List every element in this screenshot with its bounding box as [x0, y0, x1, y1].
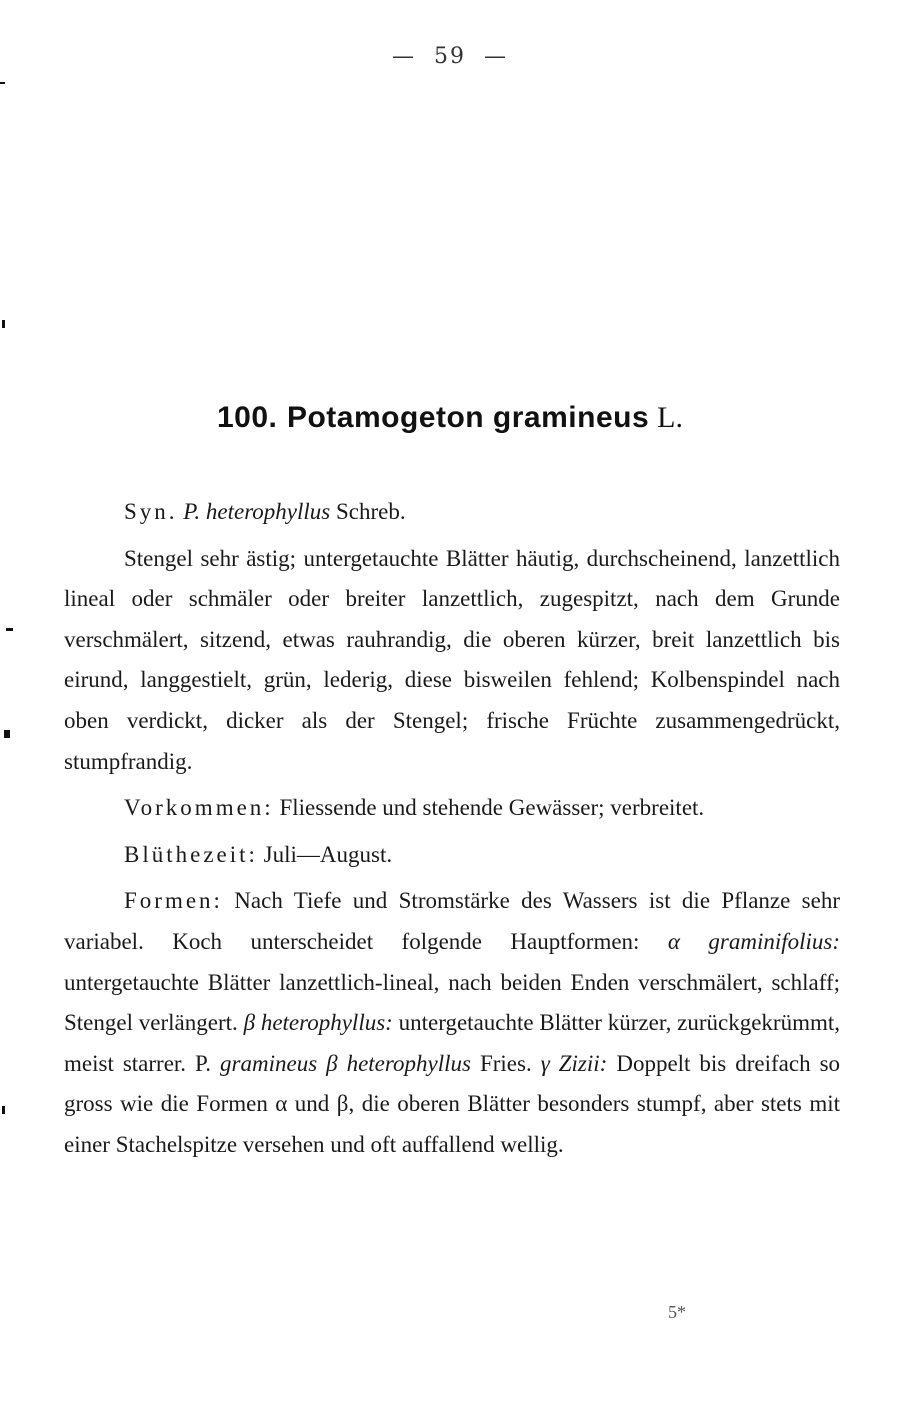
- occurrence-paragraph: [64, 788, 840, 829]
- forms-paragraph: [64, 881, 840, 1165]
- margin-mark: [0, 82, 5, 84]
- dash-left: —: [392, 44, 416, 69]
- form-alpha-text: untergetauchte Blätter lanzettlich-lineal, nach beiden Enden verschmälert, schlaff; Stengel verlängert.: [64, 969, 840, 1036]
- synonym-author: Schreb.: [335, 499, 406, 524]
- species-number: 100.: [217, 401, 278, 434]
- margin-mark: [6, 628, 13, 631]
- margin-mark: [2, 1106, 5, 1114]
- form-gamma-name: γ Zizii:: [540, 1050, 608, 1076]
- synonym-label: Syn.: [124, 499, 178, 524]
- species-title: [0, 400, 900, 435]
- species-name: Potamogeton gramineus: [286, 401, 650, 434]
- form-gamma-text: Doppelt bis dreifach so gross wie die Formen α und β, die oberen Blätter besonders stumpf, aber stets mit einer Stachelspitze versehen und oft auffallend wellig.: [64, 1050, 841, 1157]
- flowering-paragraph: [64, 835, 840, 876]
- page-number-line: [0, 44, 900, 69]
- form-beta-text: untergetauchte Blätter kürzer, zurückgekrümmt, meist starrer. P.: [64, 1010, 840, 1076]
- species-body: [64, 492, 840, 1166]
- forms-intro: Nach Tiefe und Stromstärke des Wassers ist die Pflanze sehr variabel. Koch unterscheidet folgende Hauptformen:: [64, 888, 840, 954]
- synonym-paragraph: [64, 492, 840, 533]
- form-alpha-name: α graminifolius:: [667, 928, 841, 954]
- margin-mark: [4, 730, 10, 738]
- description-paragraph: Stengel sehr ästig; untergetauchte Blätter häutig, durchscheinend, lanzettlich lineal oder schmäler oder breiter lanzettlich, zugespitzt, nach dem Grunde verschmälert, sitzend, etwas rauhrandig, die oberen kürzer, breit lanzettlich bis eirund, langgestielt, grün, lederig, diese bisweilen fehlend; Kolbenspindel nach oben verdickt, dicker als der Stengel; frische Früchte zusammengedrückt, stumpfrandig.: [64, 545, 840, 774]
- forms-label: Formen:: [124, 888, 223, 914]
- page-number: 59: [434, 44, 466, 69]
- form-beta-synonym: gramineus β heterophyllus: [220, 1050, 471, 1076]
- flowering-label: Blüthezeit:: [124, 841, 258, 867]
- form-beta-author: Fries.: [479, 1050, 532, 1076]
- flowering-text: Juli—August.: [263, 841, 393, 867]
- signature-mark: 5*: [668, 1302, 686, 1322]
- occurrence-text: Fliessende und stehende Gewässer; verbreitet.: [279, 795, 705, 821]
- margin-mark: [2, 320, 5, 328]
- synonym-name: P. heterophyllus: [183, 499, 331, 524]
- form-beta-name: β heterophyllus:: [243, 1010, 393, 1036]
- species-author: L.: [657, 401, 683, 434]
- occurrence-label: Vorkommen:: [124, 795, 274, 821]
- dash-right: —: [484, 44, 508, 69]
